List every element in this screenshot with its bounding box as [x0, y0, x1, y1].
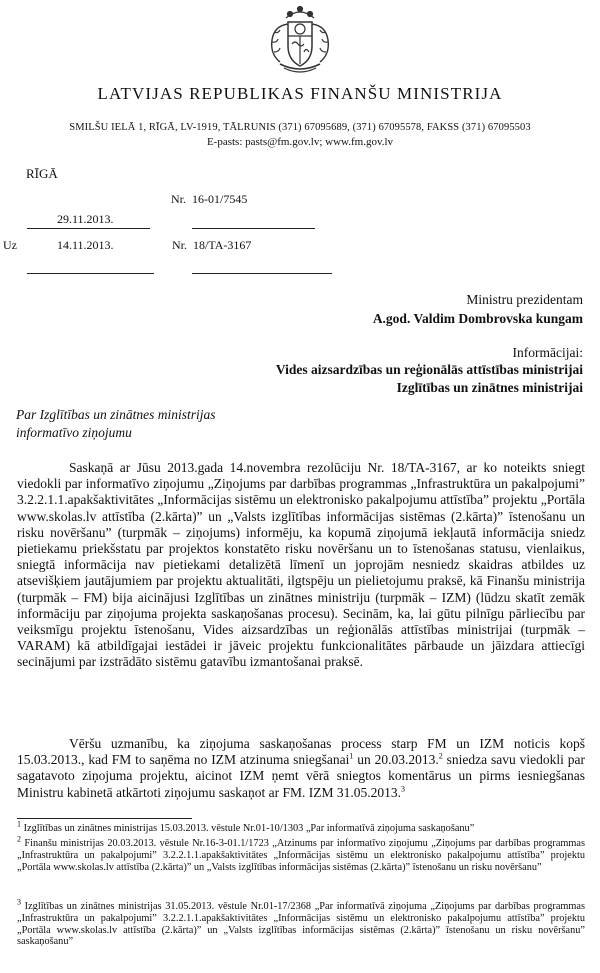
p2-text-a: Vēršu uzmanību, ka ziņojuma saskaņošanas process starp FM un IZM noticis kopš 15.03.2013., kad FM to saņēma no IZM atzinuma sniegšanai [17, 736, 585, 768]
footnote-number: 1 [17, 819, 21, 829]
city: RĪGĀ [26, 166, 58, 181]
reference-number: 18/TA-3167 [193, 238, 252, 252]
coat-of-arms-icon [266, 2, 334, 76]
footnote-ref-1[interactable]: 1 [349, 751, 354, 761]
ministry-address: SMILŠU IELĀ 1, RĪGĀ, LV-1919, TĀLRUNIS (371) 67095689, (371) 67095578, FAKSS (371) 67095503 [69, 122, 531, 133]
footnote-separator [17, 818, 192, 819]
footnote-ref-3[interactable]: 3 [400, 784, 405, 794]
info-recipient-izm: Izglītības un zinātnes ministrijai [396, 380, 583, 395]
ministry-title: LATVIJAS REPUBLIKAS FINANŠU MINISTRIJA [97, 84, 503, 103]
doc-number-label: Nr. [171, 192, 186, 206]
body-paragraph-2 [17, 736, 585, 801]
footnote-number: 3 [17, 897, 21, 907]
footnote [17, 897, 585, 948]
reference-date: 14.11.2013. [57, 238, 114, 252]
date-underline [27, 228, 150, 229]
footnote-text: Izglītības un zinātnes ministrijas 15.03.2013. vēstule Nr.01-10/1303 „Par informatīvā ziņojuma saskaņošanu” [21, 823, 475, 834]
doc-number: 16-01/7545 [192, 192, 248, 206]
doc-date: 29.11.2013. [57, 212, 114, 226]
body-paragraph-1: Saskaņā ar Jūsu 2013.gada 14.novembra rezolūciju Nr. 18/TA-3167, ar ko noteikts sniegt viedokli par informatīvo ziņojumu „Ziņojums par darbības programmas „Infrastruktūra un pakalpojumi” 3.2.2.1.1.apakšaktivitātes „Informācijas sistēmu un elektronisko pakalpojumu attīstība” projektu „Portāla www.skolas.lv attīstība (2.kārta)” un „Valsts izglītības informācijas sistēmas (2.kārta)” īstenošanu un risku novēršanu” (turpmāk – ziņojums) informēju, ka kopumā ziņojumā iekļautā informācija sniedz pietiekamu priekšstatu par projektos konstatēto risku novēršanu un to īstenošanas statusu, vienlaikus, sniegtā informācija nav pietiekami detalizētā līmenī un joprojām nesniedz skaidras atbildes uz atsevišķiem jautājumiem par projektu aktualitāti, ilgtspēju un pielietojumu praksē, kā Finanšu ministrija (turpmāk – FM) bija aicinājusi Izglītības un zinātnes ministriju (turpmāk – IZM) (lūdzu skatīt zemāk informāciju par ziņojuma projekta saskaņošanas procesu). Secinām, ka, lai gūtu pilnīgu pārliecību par veiksmīgu projektu īstenošanu, Vides aizsardzības un reģionālās attīstības ministrijai (turpmāk – VARAM) kā atbildīgajai iestādei ir jāveic projektu funkcionalitātes pārbaude un jāizdara attiecīgi secinājumi par izstrādāto sistēmu gatavību izmantošanai praksē. [17, 460, 585, 670]
p2-text-c: sniedza savu viedokli par sagatavoto ziņojuma projektu, aicinot IZM ņemt vērā sniegtos komentārus un pirms iesniegšanas Ministru kabinetā atkārtoti ziņojumu saskaņot ar FM. IZM 31.05.2013. [17, 752, 585, 800]
footnote-number: 2 [17, 834, 21, 844]
number-underline [192, 228, 315, 229]
info-recipient-varam: Vides aizsardzības un reģionālās attīstības ministrijai [275, 362, 583, 377]
recipient-name: A.god. Valdim Dombrovska kungam [372, 311, 583, 326]
subject-line-2: informatīvo ziņojumu [16, 425, 132, 440]
footnote-ref-2[interactable]: 2 [438, 751, 443, 761]
footnote [17, 819, 585, 835]
subject-line-1: Par Izglītības un zinātnes ministrijas [16, 407, 216, 422]
p2-text-b: un 20.03.2013. [353, 752, 439, 768]
ministry-contacts: E-pasts: pasts@fm.gov.lv; www.fm.gov.lv [206, 136, 394, 148]
reply-to-label: Uz [3, 238, 17, 252]
reference-number-label: Nr. [172, 238, 187, 252]
footnote [17, 834, 585, 873]
recipient-title: Ministru prezidentam [466, 292, 583, 307]
reference-number-underline [192, 273, 332, 274]
info-label: Informācijai: [512, 345, 583, 360]
footnote-text: Izglītības un zinātnes ministrijas 31.05.2013. vēstule Nr.01-17/2368 „Par informatīvā ziņojuma „Ziņojums par darbības programmas „Infrastruktūra un pakalpojumi” 3.2.2.1.1.apakšaktivitātes „Informācijas sistēmu un elektronisko pakalpojumu attīstība” projektu „Portāla www.skolas.lv attīstība (2.kārta)” un „Valsts izglītības informācijas sistēmas (2.kārta)” īstenošanu un risku novēršanu” saskaņošanu” [17, 901, 585, 948]
subject [16, 406, 216, 442]
footnote-text: Finanšu ministrijas 20.03.2013. vēstule Nr.16-3-01.1/1723 „Atzinums par informatīvo ziņojumu „Ziņojums par darbības programmas „Infrastruktūra un pakalpojumi” 3.2.2.1.1.apakšaktivitātes „Informācijas sistēmu un elektronisko pakalpojumu attīstība” projektu „Portāla www.skolas.lv attīstība (2.kārta)” un „Valsts izglītības informācijas sistēmas (2.kārta)” īstenošanu un risku novēršanu” [17, 838, 585, 873]
reference-date-underline [27, 273, 154, 274]
